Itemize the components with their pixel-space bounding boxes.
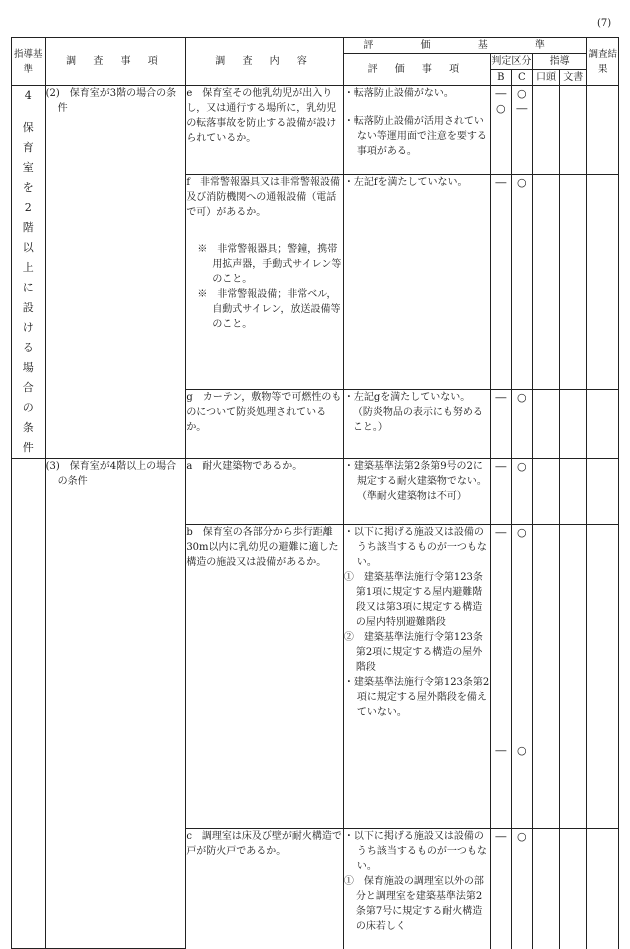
s2-e-bunsho — [560, 86, 587, 175]
s3-a-c: ○ — [511, 459, 532, 525]
s2-e-result — [587, 86, 619, 175]
s2-g-c: ○ — [511, 390, 532, 459]
header-koto: 口頭 — [532, 70, 559, 86]
s2-g-content: g カーテン，敷物等で可燃性のものについて防炎処理されているか。 — [186, 390, 344, 459]
s3-b-sub-2: ② 建築基準法施行令第123条第2項に規定する構造の屋外階段 — [343, 632, 483, 673]
s3-b-items: ・以下に掲げる施設又は設備のうち該当するものが一つもない。 ① 建築基準法施行令第123条第1項に規定する屋内避難階段又は第3項に規定する構造の屋内特別避難階段 ② 建築基準法施行令第123条第2項に規定する構造の屋外階段 ・建築基準法施行令第123条第2項に規定する屋外階段を備えていない。 — [343, 525, 490, 829]
header-hyoka-jiko: 評 価 事 項 — [343, 54, 490, 86]
s2-g-bunsho — [560, 390, 587, 459]
s3-b-result — [587, 525, 619, 829]
s3-c-b: ― — [490, 829, 511, 949]
section-2-title: (2) 保育室が3階の場合の条件 — [45, 86, 186, 459]
s2-f-item: ・左記fを満たしていない。 — [343, 175, 490, 390]
s2-g-item-note: （防炎物品の表示にも努めること。） — [352, 407, 483, 434]
s3-c-sub-1: ① 保育施設の調理室以外の部分と調理室を建築基準法第2条第7号に規定する耐火構造の床若しく — [343, 876, 484, 932]
criterion-number: 4 — [24, 89, 32, 102]
s2-f-b: ― — [490, 175, 511, 390]
s2-g-item: ・左記gを満たしていない。 （防炎物品の表示にも努めること。） — [343, 390, 490, 459]
s3-c-items: ・以下に掲げる施設又は設備のうち該当するものが一つもない。 ① 保育施設の調理室以外の部分と調理室を建築基準法第2条第7号に規定する耐火構造の床若しく — [343, 829, 490, 949]
header-chosa-kekka: 調査結果 — [587, 38, 619, 86]
s2-g-result — [587, 390, 619, 459]
header-hyoka-kijun: 評 価 基 準 — [343, 38, 587, 54]
s3-a-content: a 耐火建築物であるか。 — [186, 459, 344, 525]
s2-g-b: ― — [490, 390, 511, 459]
s3-c-result — [587, 829, 619, 949]
s2-e-content: e 保育室その他乳幼児が出入りし，又は通行する場所に，乳幼児の転落事故を防止する設備が設けられているか。 — [186, 86, 344, 175]
header-hantei-kubun: 判定区分 — [490, 54, 532, 70]
s3-b-sub-1: ① 建築基準法施行令第123条第1項に規定する屋内避難階段又は第3項に規定する構造の屋内特別避難階段 — [343, 572, 483, 628]
s2-f-result — [587, 175, 619, 390]
s2-f-c: ○ — [511, 175, 532, 390]
s2-e-c: ○ ― — [511, 86, 532, 175]
s3-a-koto — [532, 459, 559, 525]
s3-b-bunsho — [560, 525, 587, 829]
criterion-4-continued — [12, 459, 46, 949]
s2-e-item-1: ・転落防止設備がない。 — [343, 88, 454, 99]
s2-e-koto — [532, 86, 559, 175]
s3-a-result — [587, 459, 619, 525]
criterion-4: 4 保 育 室 を 2 階 以 上 に 設 け る 場 合 の 条 件 — [12, 86, 46, 459]
s3-c-koto — [532, 829, 559, 949]
s2-f-note-2: ※ 非常警報設備；非常ベル，自動式サイレン，放送設備等のこと。 — [197, 289, 341, 331]
inspection-table — [11, 37, 619, 949]
s3-b-koto — [532, 525, 559, 829]
s3-b-content: b 保育室の各部分から歩行距離30m以内に乳幼児の避難に適した構造の施設又は設備があるか。 — [186, 525, 344, 829]
header-chosa-jiko: 調 査 事 項 — [45, 38, 186, 86]
header-bunsho: 文書 — [560, 70, 587, 86]
s2-f-note-1: ※ 非常警報器具；警鐘，携帯用拡声器，手動式サイレン等のこと。 — [197, 244, 342, 286]
header-shido: 指導 — [532, 54, 587, 70]
s3-c-content: c 調理室は床及び壁が耐火構造で戸が防火戸であるか。 — [186, 829, 344, 949]
s3-a-b: ― — [490, 459, 511, 525]
s3-b-b: ― ― — [490, 525, 511, 829]
s2-f-content: f 非常警報器具又は非常警報設備及び消防機関への通報設備（電話で可）があるか。 ※ 非常警報器具；警鐘，携帯用拡声器，手動式サイレン等のこと。 ※ 非常警報設備；非常ベル，自動式サイレン，放送設備等のこと。 — [186, 175, 344, 390]
header-c: C — [511, 70, 532, 86]
section-3-title: (3) 保育室が4階以上の場合の条件 — [45, 459, 186, 949]
page-number: (7) — [597, 18, 612, 29]
s2-f-bunsho — [560, 175, 587, 390]
s2-g-koto — [532, 390, 559, 459]
s2-f-koto — [532, 175, 559, 390]
s3-a-item: ・建築基準法第2条第9号の2に規定する耐火建築物でない。（準耐火建築物は不可） — [343, 459, 490, 525]
s2-e-b: ― ○ — [490, 86, 511, 175]
s3-c-bunsho — [560, 829, 587, 949]
header-b: B — [490, 70, 511, 86]
s3-b-c: ○ ○ — [511, 525, 532, 829]
header-chosa-naiyo: 調 査 内 容 — [186, 38, 344, 86]
s3-c-c: ○ — [511, 829, 532, 949]
header-shido-kijun: 指導基準 — [12, 38, 46, 86]
s2-e-items — [343, 86, 490, 175]
s2-e-item-2: ・転落防止設備が活用されていない等運用面で注意を要する事項がある。 — [343, 116, 487, 157]
s3-a-bunsho — [560, 459, 587, 525]
s3-b-item-2: ・建築基準法施行令第123条第2項に規定する屋外階段を備えていない。 — [343, 677, 490, 718]
